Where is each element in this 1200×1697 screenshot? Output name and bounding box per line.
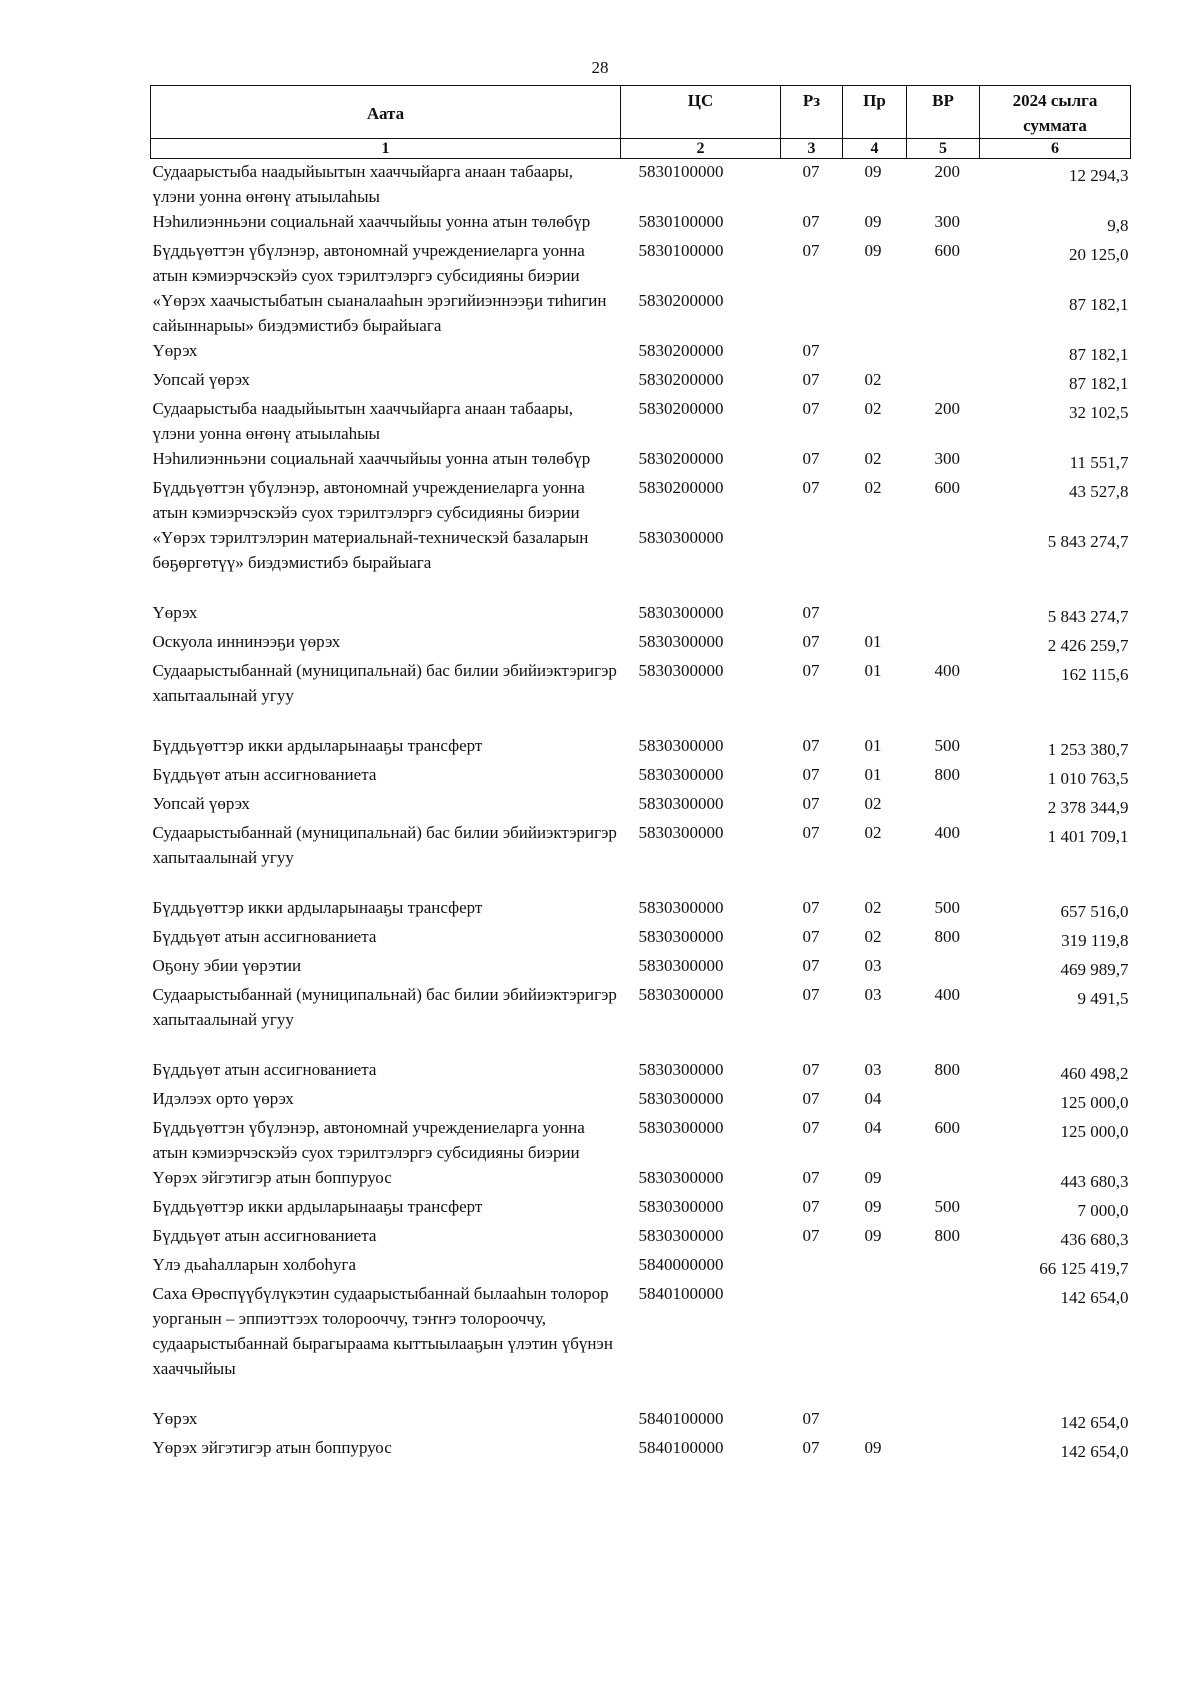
row-pr-code: 02 <box>864 794 882 813</box>
row-rz-code: 07 <box>802 449 820 468</box>
header-name: Аата <box>151 86 621 139</box>
row-cs-code: 5830200000 <box>638 478 724 497</box>
row-name: Уопсай үөрэх <box>152 794 250 813</box>
row-name: Уопсай үөрэх <box>152 370 250 389</box>
row-pr-code: 03 <box>864 956 882 975</box>
row-spacer <box>151 1381 1131 1406</box>
row-rz-code: 07 <box>802 1118 820 1137</box>
table-row <box>151 338 1131 367</box>
row-cs-code: 5840100000 <box>638 1409 724 1428</box>
row-vr-code <box>907 791 980 820</box>
row-cs-code: 5830300000 <box>638 927 724 946</box>
table-row <box>151 953 1131 982</box>
row-rz-code: 07 <box>802 478 820 497</box>
row-vr-code: 800 <box>934 1226 960 1245</box>
row-name: Үөрэх эйгэтигэр атын боппуруос <box>152 1438 392 1457</box>
table-row <box>151 1086 1131 1115</box>
row-amount: 12 294,3 <box>1069 166 1129 185</box>
table-row <box>151 367 1131 396</box>
row-name: Идэлээх орто үөрэх <box>152 1089 294 1108</box>
row-name: «Үөрэх тэрилтэлэрин материальнай-техническэй базаларын бөҕөргөтүү» биэдэмистибэ бырайыага <box>152 528 589 572</box>
row-spacer-cell <box>151 870 1131 895</box>
row-rz-code: 07 <box>802 162 820 181</box>
row-cs-code: 5830300000 <box>638 603 724 622</box>
row-amount: 87 182,1 <box>1069 374 1129 393</box>
row-amount: 142 654,0 <box>1060 1288 1129 1307</box>
table-row <box>151 658 1131 708</box>
row-amount: 125 000,0 <box>1060 1093 1129 1112</box>
row-name: Үлэ дьаһалларын холбоһуга <box>152 1255 357 1274</box>
table-row <box>151 396 1131 446</box>
table-row <box>151 1406 1131 1435</box>
row-vr-code: 300 <box>934 212 960 231</box>
table-row <box>151 733 1131 762</box>
row-cs-code: 5840100000 <box>638 1438 724 1457</box>
row-vr-code <box>907 953 980 982</box>
row-cs-code: 5830300000 <box>638 823 724 842</box>
row-rz-code: 07 <box>802 736 820 755</box>
row-pr-code: 09 <box>864 1226 882 1245</box>
row-name: «Үөрэх хаачыстыбатын сыаналааһын эрэгийиэннээҕи тиһигин сайыннарыы» биэдэмистибэ бырайыага <box>152 291 607 335</box>
row-name: Бүддьүөт атын ассигнованиета <box>152 1060 377 1079</box>
table-row <box>151 895 1131 924</box>
row-rz-code <box>781 525 843 575</box>
row-name: Судаарыстыбаннай (муниципальнай) бас билии эбийиэктэригэр хапытаалынай угуу <box>152 985 617 1029</box>
table-row <box>151 762 1131 791</box>
row-pr-code: 09 <box>864 212 882 231</box>
header-vr: ВР <box>907 86 980 139</box>
row-vr-code: 400 <box>934 661 960 680</box>
row-cs-code: 5830300000 <box>638 1197 724 1216</box>
row-name: Судаарыстыба наадыйыытын хааччыйарга анаан табаары, үлэни уонна өҥөнү атыылаһыы <box>152 162 574 206</box>
row-amount: 2 378 344,9 <box>1047 798 1129 817</box>
row-name: Үөрэх <box>152 1409 198 1428</box>
row-name: Судаарыстыбаннай (муниципальнай) бас билии эбийиэктэригэр хапытаалынай угуу <box>152 661 617 705</box>
column-number: 3 <box>781 139 843 159</box>
row-amount: 11 551,7 <box>1069 453 1129 472</box>
row-name: Судаарыстыба наадыйыытын хааччыйарга анаан табаары, үлэни уонна өҥөнү атыылаһыы <box>152 399 574 443</box>
row-vr-code: 400 <box>934 985 960 1004</box>
row-pr-code: 04 <box>864 1089 882 1108</box>
row-rz-code: 07 <box>802 1409 820 1428</box>
row-vr-code <box>907 600 980 629</box>
row-cs-code: 5830300000 <box>638 956 724 975</box>
row-cs-code: 5830300000 <box>638 1226 724 1245</box>
row-cs-code: 5830300000 <box>638 528 724 547</box>
table-row <box>151 820 1131 870</box>
row-name: Үөрэх <box>152 603 198 622</box>
row-name: Бүддьүөттэн үбүлэнэр, автономнай учреждениеларга уонна атын кэмиэрчэскэйэ суох тэрилтэлэргэ субсидияны биэрии <box>152 1118 585 1162</box>
row-spacer-cell <box>151 1032 1131 1057</box>
row-amount: 1 010 763,5 <box>1047 769 1129 788</box>
row-pr-code <box>843 1252 907 1281</box>
row-name: Үөрэх <box>152 341 198 360</box>
row-amount: 125 000,0 <box>1060 1122 1129 1141</box>
row-amount: 2 426 259,7 <box>1047 636 1129 655</box>
row-amount: 7 000,0 <box>1077 1201 1129 1220</box>
row-rz-code: 07 <box>802 1197 820 1216</box>
column-number: 1 <box>151 139 621 159</box>
table-row <box>151 1115 1131 1165</box>
row-pr-code: 02 <box>864 898 882 917</box>
table-row <box>151 475 1131 525</box>
row-vr-code <box>907 1086 980 1115</box>
header-amount: 2024 сылга суммата <box>980 86 1131 139</box>
table-body <box>151 159 1131 1465</box>
row-name: Нэһилиэнньэни социальнай хааччыйыы уонна атын төлөбүр <box>152 449 591 468</box>
row-name: Бүддьүөт атын ассигнованиета <box>152 765 377 784</box>
row-amount: 5 843 274,7 <box>1047 607 1129 626</box>
row-rz-code <box>781 1281 843 1381</box>
row-pr-code: 02 <box>864 399 882 418</box>
row-amount: 436 680,3 <box>1060 1230 1129 1249</box>
row-vr-code: 200 <box>934 399 960 418</box>
row-name: Бүддьүөттэн үбүлэнэр, автономнай учреждениеларга уонна атын кэмиэрчэскэйэ суох тэрилтэлэргэ субсидияны биэрии <box>152 478 585 522</box>
row-rz-code <box>781 288 843 338</box>
row-rz-code: 07 <box>802 1438 820 1457</box>
row-cs-code: 5830100000 <box>638 241 724 260</box>
row-vr-code: 400 <box>934 823 960 842</box>
row-vr-code: 200 <box>934 162 960 181</box>
row-cs-code: 5830300000 <box>638 985 724 1004</box>
header-pr: Пр <box>843 86 907 139</box>
row-amount: 32 102,5 <box>1069 403 1129 422</box>
page-number: 28 <box>591 58 609 77</box>
row-cs-code: 5830100000 <box>638 162 724 181</box>
row-vr-code: 800 <box>934 1060 960 1079</box>
table-row <box>151 238 1131 288</box>
table-row <box>151 1252 1131 1281</box>
row-amount: 5 843 274,7 <box>1047 532 1129 551</box>
row-name: Бүддьүөттэр икки ардыларынааҕы трансферт <box>152 736 483 755</box>
row-vr-code: 600 <box>934 241 960 260</box>
row-name: Бүддьүөттэр икки ардыларынааҕы трансферт <box>152 1197 483 1216</box>
table-row <box>151 791 1131 820</box>
row-vr-code <box>907 367 980 396</box>
row-pr-code <box>843 338 907 367</box>
row-vr-code: 600 <box>934 478 960 497</box>
table-row <box>151 1057 1131 1086</box>
row-amount: 443 680,3 <box>1060 1172 1129 1191</box>
row-amount: 657 516,0 <box>1060 902 1129 921</box>
table-row <box>151 982 1131 1032</box>
row-vr-code <box>907 1252 980 1281</box>
row-rz-code: 07 <box>802 370 820 389</box>
row-spacer-cell <box>151 575 1131 600</box>
table-row <box>151 1281 1131 1381</box>
row-pr-code: 03 <box>864 1060 882 1079</box>
row-name: Бүддьүөт атын ассигнованиета <box>152 1226 377 1245</box>
row-cs-code: 5830300000 <box>638 632 724 651</box>
table-row <box>151 1194 1131 1223</box>
header-cs: ЦС <box>621 86 781 139</box>
row-name: Бүддьүөттэн үбүлэнэр, автономнай учреждениеларга уонна атын кэмиэрчэскэйэ суох тэрилтэлэргэ субсидияны биэрии <box>152 241 585 285</box>
table-row <box>151 924 1131 953</box>
row-spacer <box>151 575 1131 600</box>
row-cs-code: 5830300000 <box>638 1060 724 1079</box>
table-row <box>151 600 1131 629</box>
row-vr-code <box>907 629 980 658</box>
row-amount: 9 491,5 <box>1077 989 1129 1008</box>
row-name: Нэһилиэнньэни социальнай хааччыйыы уонна атын төлөбүр <box>152 212 591 231</box>
row-vr-code: 500 <box>934 1197 960 1216</box>
row-rz-code: 07 <box>802 1226 820 1245</box>
row-rz-code: 07 <box>802 399 820 418</box>
row-amount: 142 654,0 <box>1060 1442 1129 1461</box>
row-pr-code: 03 <box>864 985 882 1004</box>
row-vr-code: 600 <box>934 1118 960 1137</box>
row-name: Судаарыстыбаннай (муниципальнай) бас билии эбийиэктэригэр хапытаалынай угуу <box>152 823 617 867</box>
table-row <box>151 629 1131 658</box>
row-cs-code: 5830200000 <box>638 370 724 389</box>
row-cs-code: 5830100000 <box>638 212 724 231</box>
row-amount: 469 989,7 <box>1060 960 1129 979</box>
row-pr-code: 01 <box>864 661 882 680</box>
row-pr-code: 09 <box>864 1168 882 1187</box>
row-rz-code: 07 <box>802 765 820 784</box>
row-pr-code: 09 <box>864 162 882 181</box>
column-number: 5 <box>907 139 980 159</box>
row-rz-code: 07 <box>802 794 820 813</box>
row-name: Саха Өрөспүүбүлүкэтин судаарыстыбаннай былааһын толорор уорганын – эппиэттээх толорооччу, тэҥҥэ толорооччу, судаарыстыбаннай бырагыраама кыттыылааҕын үлэтин үбүнэн хааччыйыы <box>152 1284 613 1378</box>
row-pr-code: 09 <box>864 1197 882 1216</box>
row-rz-code: 07 <box>802 241 820 260</box>
row-name: Бүддьүөттэр икки ардыларынааҕы трансферт <box>152 898 483 917</box>
table-row <box>151 288 1131 338</box>
row-rz-code <box>781 1252 843 1281</box>
row-cs-code: 5830200000 <box>638 291 724 310</box>
row-rz-code: 07 <box>802 985 820 1004</box>
row-amount: 87 182,1 <box>1069 345 1129 364</box>
row-rz-code: 07 <box>802 1089 820 1108</box>
row-cs-code: 5830300000 <box>638 765 724 784</box>
row-vr-code <box>907 288 980 338</box>
row-cs-code: 5830200000 <box>638 449 724 468</box>
row-rz-code: 07 <box>802 632 820 651</box>
row-vr-code: 500 <box>934 736 960 755</box>
row-amount: 43 527,8 <box>1069 482 1129 501</box>
row-amount: 1 253 380,7 <box>1047 740 1129 759</box>
row-pr-code: 02 <box>864 823 882 842</box>
row-amount: 66 125 419,7 <box>1039 1259 1129 1278</box>
row-cs-code: 5830300000 <box>638 794 724 813</box>
budget-table <box>150 85 1131 1464</box>
column-number: 4 <box>843 139 907 159</box>
row-pr-code: 02 <box>864 478 882 497</box>
row-amount: 142 654,0 <box>1060 1413 1129 1432</box>
row-pr-code: 02 <box>864 927 882 946</box>
table-row <box>151 1165 1131 1194</box>
row-name: Үөрэх эйгэтигэр атын боппуруос <box>152 1168 392 1187</box>
row-rz-code: 07 <box>802 603 820 622</box>
row-cs-code: 5840100000 <box>638 1284 724 1303</box>
row-vr-code <box>907 1435 980 1464</box>
header-rz: Рз <box>781 86 843 139</box>
row-cs-code: 5840000000 <box>638 1255 724 1274</box>
row-spacer <box>151 708 1131 733</box>
column-number: 2 <box>621 139 781 159</box>
table-row <box>151 525 1131 575</box>
table-row <box>151 446 1131 475</box>
row-vr-code <box>907 525 980 575</box>
row-amount: 460 498,2 <box>1060 1064 1129 1083</box>
row-pr-code <box>843 1406 907 1435</box>
row-cs-code: 5830300000 <box>638 1168 724 1187</box>
row-pr-code: 04 <box>864 1118 882 1137</box>
row-amount: 9,8 <box>1107 216 1129 235</box>
row-spacer <box>151 1032 1131 1057</box>
row-pr-code: 01 <box>864 765 882 784</box>
row-rz-code: 07 <box>802 956 820 975</box>
row-amount: 87 182,1 <box>1069 295 1129 314</box>
row-pr-code <box>843 600 907 629</box>
row-vr-code <box>907 1165 980 1194</box>
row-vr-code: 800 <box>934 927 960 946</box>
row-rz-code: 07 <box>802 823 820 842</box>
row-amount: 1 401 709,1 <box>1047 827 1129 846</box>
row-cs-code: 5830300000 <box>638 736 724 755</box>
row-cs-code: 5830300000 <box>638 898 724 917</box>
table-row <box>151 209 1131 238</box>
row-pr-code: 01 <box>864 736 882 755</box>
table-row <box>151 159 1131 210</box>
row-pr-code: 02 <box>864 370 882 389</box>
row-rz-code: 07 <box>802 1168 820 1187</box>
row-cs-code: 5830300000 <box>638 1089 724 1108</box>
row-pr-code: 01 <box>864 632 882 651</box>
row-amount: 162 115,6 <box>1061 665 1129 684</box>
row-name: Бүддьүөт атын ассигнованиета <box>152 927 377 946</box>
row-rz-code: 07 <box>802 898 820 917</box>
row-cs-code: 5830300000 <box>638 1118 724 1137</box>
row-pr-code: 02 <box>864 449 882 468</box>
row-amount: 319 119,8 <box>1061 931 1129 950</box>
row-name: Оскуола иннинээҕи үөрэх <box>152 632 341 651</box>
row-rz-code: 07 <box>802 341 820 360</box>
row-pr-code <box>843 288 907 338</box>
row-vr-code: 500 <box>934 898 960 917</box>
row-vr-code: 300 <box>934 449 960 468</box>
row-vr-code <box>907 1281 980 1381</box>
row-rz-code: 07 <box>802 1060 820 1079</box>
row-vr-code <box>907 338 980 367</box>
row-name: Оҕону эбии үөрэтии <box>152 956 302 975</box>
row-spacer-cell <box>151 708 1131 733</box>
row-spacer-cell <box>151 1381 1131 1406</box>
row-rz-code: 07 <box>802 661 820 680</box>
row-spacer <box>151 870 1131 895</box>
row-pr-code: 09 <box>864 241 882 260</box>
row-cs-code: 5830300000 <box>638 661 724 680</box>
row-pr-code <box>843 525 907 575</box>
table-header <box>151 86 1131 159</box>
row-vr-code: 800 <box>934 765 960 784</box>
row-pr-code: 09 <box>864 1438 882 1457</box>
row-vr-code <box>907 1406 980 1435</box>
table-row <box>151 1223 1131 1252</box>
column-number: 6 <box>980 139 1131 159</box>
row-amount: 20 125,0 <box>1069 245 1129 264</box>
row-cs-code: 5830200000 <box>638 399 724 418</box>
row-rz-code: 07 <box>802 927 820 946</box>
row-rz-code: 07 <box>802 212 820 231</box>
table-row <box>151 1435 1131 1464</box>
row-pr-code <box>843 1281 907 1381</box>
row-cs-code: 5830200000 <box>638 341 724 360</box>
